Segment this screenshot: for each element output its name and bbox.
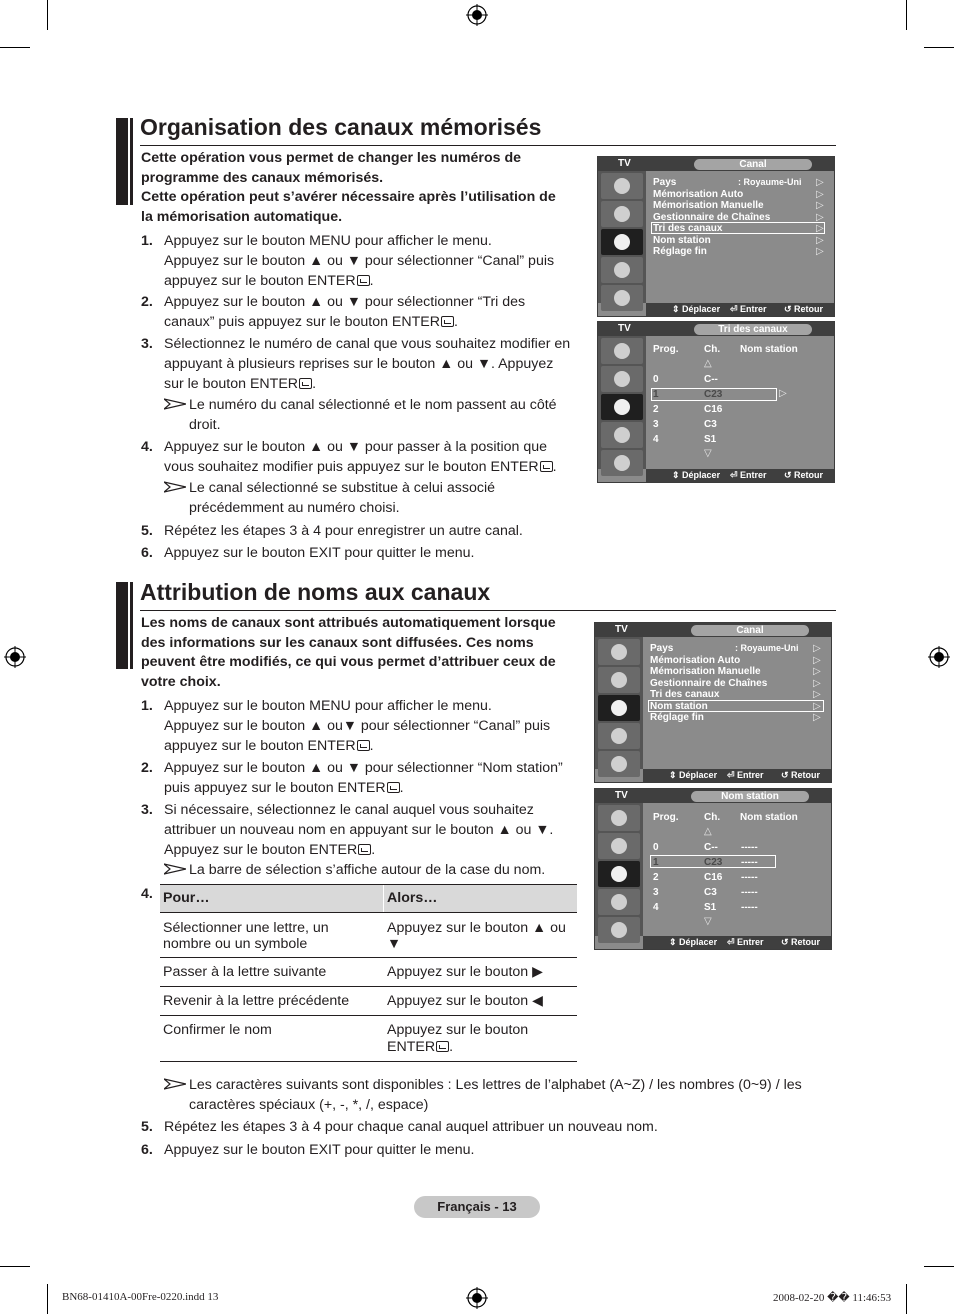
table-cell: Appuyez sur le bouton ▲ ou ▼ — [387, 920, 566, 952]
osd-menu-item: Réglage fin — [653, 246, 707, 257]
step-line: vous souhaitez modifier puis appuyez sur le bouton ENTER — [164, 459, 539, 475]
right-arrow-icon: ▷ — [813, 712, 821, 723]
picture-icon — [601, 173, 643, 199]
step-line: Appuyez sur le bouton MENU pour afficher le menu. — [164, 233, 492, 249]
step-number: 3. — [141, 802, 153, 818]
right-arrow-icon: ▷ — [813, 689, 821, 700]
osd-column-header: Ch. — [704, 344, 721, 355]
osd-cell: 3 — [653, 887, 659, 898]
step-line: Appuyez sur le bouton EXIT pour quitter le menu. — [164, 1142, 475, 1158]
step-line: Appuyez sur le bouton ENTER — [164, 842, 358, 858]
enter-icon — [441, 316, 454, 327]
step-line: attribuer un nouveau nom en appuyant sur le bouton ▲ ou ▼. — [164, 822, 554, 838]
step-number: 5. — [141, 1119, 153, 1135]
setup-icon — [601, 422, 643, 448]
note-arrow-icon — [164, 863, 186, 875]
osd-move-hint: ⇕ Déplacer — [672, 470, 721, 480]
step: 4. Appuyez sur le bouton ▲ ou ▼ pour passer à la position que vous souhaitez modifier puis appuyez sur le bouton ENTER . — [141, 439, 557, 475]
table-cell: Revenir à la lettre précédente — [163, 993, 350, 1009]
osd-move-hint: ⇕ Déplacer — [669, 770, 718, 780]
enter-icon — [357, 740, 370, 751]
step-line: Appuyez sur le bouton ▲ ou ▼ pour sélectionner “Canal” puis — [164, 253, 555, 269]
osd-enter-hint: ⏎ Entrer — [727, 937, 764, 947]
section-bar — [130, 118, 133, 205]
tv-menu-screen — [597, 321, 835, 483]
crop-mark — [0, 1266, 30, 1267]
osd-column-header: Prog. — [653, 812, 679, 823]
registration-mark-icon — [466, 4, 488, 26]
intro-line: programme des canaux mémorisés. — [141, 169, 384, 186]
osd-cell: 1 — [653, 389, 659, 400]
setup-icon — [598, 889, 640, 915]
note-line: droit. — [189, 417, 221, 433]
step-line: Si nécessaire, sélectionnez le canal auquel vous souhaitez — [164, 802, 534, 818]
right-arrow-icon: ▷ — [816, 188, 824, 200]
picture-icon — [601, 338, 643, 364]
osd-cell: ----- — [741, 887, 758, 898]
crop-mark — [924, 1266, 954, 1267]
step-number: 3. — [141, 336, 153, 352]
channel-icon — [601, 229, 643, 255]
osd-tv-label: TV — [615, 624, 628, 635]
picture-icon — [598, 805, 640, 831]
table-header-cell: Alors… — [387, 890, 438, 906]
step-line: Appuyez sur le bouton EXIT pour quitter le menu. — [164, 545, 475, 561]
step-number: 5. — [141, 523, 153, 539]
osd-menu-item: Mémorisation Manuelle — [650, 666, 761, 677]
right-arrow-icon: ▷ — [813, 666, 821, 677]
setup-icon — [598, 723, 640, 749]
enter-icon — [540, 461, 553, 472]
step-line: Appuyez sur le bouton MENU pour afficher le menu. — [164, 698, 492, 714]
right-arrow-icon: ▷ — [816, 177, 824, 188]
intro-line: peuvent être modifiés, ce qui vous permet d’attribuer ceux de — [141, 654, 556, 671]
section-bar — [116, 118, 128, 205]
osd-cell: S1 — [704, 902, 717, 913]
osd-column-header: Prog. — [653, 344, 679, 355]
osd-footer — [643, 769, 831, 782]
up-arrow-icon: △ — [704, 358, 712, 369]
osd-tv-label: TV — [618, 323, 631, 334]
osd-back-hint: ↺ Retour — [781, 770, 821, 780]
osd-menu-title: Tri des canaux — [694, 324, 812, 335]
step-line: Répétez les étapes 3 à 4 pour enregistrer un autre canal. — [164, 523, 523, 539]
crop-mark — [906, 1284, 907, 1314]
section-rule — [140, 610, 836, 611]
osd-cell: C-- — [704, 374, 718, 385]
osd-cell: C-- — [704, 842, 718, 853]
sound-icon — [601, 366, 643, 392]
osd-cell: 0 — [653, 842, 659, 853]
table-rule — [160, 912, 577, 913]
table-rule — [160, 957, 577, 958]
osd-menu-item: Mémorisation Auto — [653, 188, 744, 200]
osd-sidebar — [595, 803, 643, 936]
channel-icon — [598, 695, 640, 721]
osd-cell: 3 — [653, 419, 659, 430]
enter-icon — [387, 782, 400, 793]
osd-move-hint: ⇕ Déplacer — [669, 937, 718, 947]
section-bar — [116, 582, 128, 669]
note — [164, 395, 594, 435]
step-line: Appuyez sur le bouton ▲ ou▼ pour sélectionner “Canal” puis — [164, 718, 551, 734]
osd-menu-value: : Royaume-Uni — [738, 177, 802, 187]
osd-cell: ----- — [741, 857, 758, 868]
note-arrow-icon — [164, 398, 186, 410]
crop-mark — [47, 0, 48, 30]
osd-column-header: Nom station — [740, 344, 798, 355]
step-line: Sélectionnez le numéro de canal que vous souhaitez modifier en — [164, 336, 571, 352]
intro-line: votre choix. — [141, 673, 221, 690]
osd-footer — [646, 469, 834, 482]
registration-mark-icon — [4, 646, 26, 668]
osd-menu-item: Réglage fin — [650, 712, 704, 723]
section-bar — [130, 582, 133, 669]
osd-back-hint: ↺ Retour — [784, 304, 824, 314]
step-number: 6. — [141, 1142, 153, 1158]
osd-enter-hint: ⏎ Entrer — [730, 470, 767, 480]
note — [164, 478, 594, 518]
sound-icon — [601, 201, 643, 227]
channel-icon — [598, 861, 640, 887]
step: 2. Appuyez sur le bouton ▲ ou ▼ pour sélectionner “Tri des canaux” puis appuyez sur le bouton ENTER . — [141, 294, 526, 330]
intro-line: des informations sur les canaux sont diffusées. Ces noms — [141, 634, 534, 651]
step — [141, 521, 601, 541]
osd-cell: 4 — [653, 434, 659, 445]
step-number: 1. — [141, 233, 153, 249]
osd-cell: 1 — [653, 857, 659, 868]
osd-tv-label: TV — [615, 790, 628, 801]
osd-menu-value: : Royaume-Uni — [735, 643, 799, 653]
osd-cell: ----- — [741, 902, 758, 913]
section-title: Organisation des canaux mémorisés — [140, 114, 542, 140]
osd-menu-item: Nom station — [650, 700, 708, 712]
crop-mark — [924, 47, 954, 48]
osd-tv-label: TV — [618, 158, 631, 169]
input-icon — [601, 450, 643, 476]
sound-icon — [598, 667, 640, 693]
table-cell: Sélectionner une lettre, un nombre ou un symbole — [163, 920, 329, 952]
step-line: Appuyez sur le bouton ▲ ou ▼ pour passer à la position que — [164, 439, 548, 455]
step-line: Appuyez sur le bouton ▲ ou ▼ pour sélectionner “Nom station” — [164, 760, 563, 776]
note-line: Le canal sélectionné se substitue à celui associé — [189, 480, 496, 496]
osd-back-hint: ↺ Retour — [784, 470, 824, 480]
channel-icon — [601, 394, 643, 420]
osd-menu-item: Mémorisation Auto — [650, 654, 741, 666]
step: 1. Appuyez sur le bouton MENU pour afficher le menu. Appuyez sur le bouton ▲ ou▼ pour sélectionner “Canal” puis appuyez sur le bouton ENTER . — [141, 698, 551, 754]
table-rule — [160, 986, 577, 987]
osd-move-hint: ⇕ Déplacer — [672, 304, 721, 314]
note-line: Les caractères suivants sont disponibles : Les lettres de l’alphabet (A~Z) / les nombres (0~9) / les — [189, 1077, 802, 1093]
right-arrow-icon: ▷ — [813, 643, 821, 654]
note-line: précédemment au numéro choisi. — [189, 500, 400, 516]
osd-column-header: Ch. — [704, 812, 721, 823]
step-number: 2. — [141, 760, 153, 776]
osd-cell: 0 — [653, 374, 659, 385]
print-slug: 2008-02-20 �� 11:46:53 — [773, 1292, 892, 1304]
picture-icon — [598, 639, 640, 665]
right-arrow-icon: ▷ — [816, 223, 824, 234]
note-line: caractères spéciaux (+, -, *, /, espace) — [189, 1097, 429, 1113]
step-number: 4. — [141, 439, 153, 455]
osd-menu-item: Gestionnaire de Chaînes — [650, 677, 768, 689]
osd-menu-item: Nom station — [653, 234, 711, 246]
step-number: 4. — [141, 886, 153, 902]
table-cell: Confirmer le nom — [163, 1022, 272, 1038]
note-line: La barre de sélection s’affiche autour de la case du nom. — [189, 862, 546, 878]
osd-cell: 4 — [653, 902, 659, 913]
intro-line: Cette opération peut s’avérer nécessaire après l’utilisation de — [141, 189, 556, 206]
note-line: Le numéro du canal sélectionné et le nom passent au côté — [189, 397, 557, 413]
osd-sidebar — [598, 336, 646, 469]
intro-line: Les noms de canaux sont attribués automatiquement lorsque — [141, 615, 556, 631]
step-number: 2. — [141, 294, 153, 310]
osd-cell: C23 — [704, 857, 723, 868]
note-arrow-icon — [164, 481, 186, 493]
right-arrow-icon: ▷ — [816, 211, 824, 223]
table-rule — [160, 1015, 577, 1016]
step-line: canaux” puis appuyez sur le bouton ENTER — [164, 314, 441, 330]
step — [141, 1117, 781, 1137]
osd-menu-title: Canal — [694, 159, 812, 170]
step — [141, 1140, 601, 1160]
step: 3. Sélectionnez le numéro de canal que vous souhaitez modifier en appuyant à plusieurs reprises sur le bouton ▲ ou ▼. Appuyez sur le bouton ENTER . — [141, 336, 571, 392]
step-line: Appuyez sur le bouton ▲ ou ▼ pour sélectionner “Tri des — [164, 294, 526, 310]
section-intro — [141, 149, 556, 227]
step-line: appuyant à plusieurs reprises sur le bouton ▲ ou ▼. Appuyez — [164, 356, 554, 372]
step-line: puis appuyez sur le bouton ENTER — [164, 780, 386, 796]
down-arrow-icon: ▽ — [704, 916, 712, 927]
table-cell: Passer à la lettre suivante — [163, 964, 327, 980]
right-arrow-icon: ▷ — [816, 234, 824, 246]
osd-menu-item: Tri des canaux — [653, 223, 723, 234]
up-arrow-icon: △ — [704, 826, 712, 837]
right-arrow-icon: ▷ — [813, 654, 821, 666]
note — [164, 860, 594, 880]
table-header-cell: Pour… — [163, 890, 210, 906]
table-cell: Appuyez sur le bouton ▶ — [387, 964, 544, 980]
step — [141, 543, 601, 563]
osd-cell: C3 — [704, 887, 717, 898]
section-rule — [140, 145, 836, 146]
osd-cell: 2 — [653, 872, 659, 883]
osd-menu-item: Pays — [650, 643, 674, 654]
section-intro — [141, 614, 556, 692]
osd-cell: 2 — [653, 404, 659, 415]
right-arrow-icon: ▷ — [813, 700, 821, 712]
step: 3. Si nécessaire, sélectionnez le canal auquel vous souhaitez attribuer un nouveau nom en appuyant sur le bouton ▲ ou ▼. Appuyez sur le bouton ENTER . — [141, 802, 554, 858]
osd-sidebar — [598, 171, 646, 303]
intro-line: la mémorisation automatique. — [141, 208, 343, 225]
osd-menu-item: Tri des canaux — [650, 689, 720, 700]
osd-footer — [643, 936, 831, 949]
osd-menu-title: Canal — [691, 625, 809, 636]
note-arrow-icon — [164, 1078, 186, 1090]
enter-icon — [357, 275, 370, 286]
right-arrow-icon: ▷ — [816, 246, 824, 257]
step: 2. Appuyez sur le bouton ▲ ou ▼ pour sélectionner “Nom station” puis appuyez sur le bouton ENTER . — [141, 760, 563, 796]
right-arrow-icon: ▷ — [816, 200, 824, 211]
enter-icon — [358, 844, 371, 855]
osd-cell: C16 — [704, 404, 723, 415]
osd-menu-item: Pays — [653, 177, 677, 188]
input-icon — [598, 751, 640, 777]
osd-column-header: Nom station — [740, 812, 798, 823]
step-line: Répétez les étapes 3 à 4 pour chaque canal auquel attribuer un nouveau nom. — [164, 1119, 658, 1135]
intro-line: Cette opération vous permet de changer les numéros de — [141, 150, 522, 166]
table-cell-text: Appuyez sur le bouton ENTER — [387, 1022, 529, 1055]
registration-mark-icon — [928, 646, 950, 668]
section-title: Attribution de noms aux canaux — [140, 579, 491, 605]
osd-menu-item: Mémorisation Manuelle — [653, 200, 764, 211]
tv-menu-screen — [597, 156, 835, 317]
note — [164, 1075, 836, 1115]
input-icon — [598, 917, 640, 943]
osd-menu-item: Gestionnaire de Chaînes — [653, 211, 771, 223]
step-number: 1. — [141, 698, 153, 714]
step-line: appuyez sur le bouton ENTER — [164, 738, 356, 754]
osd-cell: C3 — [704, 419, 717, 430]
print-slug: BN68-01410A-00Fre-0220.indd 13 — [62, 1291, 219, 1303]
osd-menu-title: Nom station — [691, 791, 809, 802]
table-header — [160, 885, 577, 912]
osd-cell: S1 — [704, 434, 717, 445]
down-arrow-icon: ▽ — [704, 448, 712, 459]
osd-cell: C23 — [704, 389, 723, 400]
input-icon — [601, 285, 643, 311]
osd-enter-hint: ⏎ Entrer — [730, 304, 767, 314]
setup-icon — [601, 257, 643, 283]
table-cell: Appuyez sur le bouton ENTER . — [387, 1022, 529, 1055]
page-number: Français - 13 — [414, 1196, 540, 1218]
step-number: 6. — [141, 545, 153, 561]
step-line: appuyez sur le bouton ENTER — [164, 273, 356, 289]
crop-mark — [906, 0, 907, 30]
table-rule — [160, 1061, 577, 1062]
sound-icon — [598, 833, 640, 859]
enter-icon — [436, 1041, 449, 1052]
osd-cell: ----- — [741, 842, 758, 853]
enter-icon — [299, 378, 312, 389]
osd-back-hint: ↺ Retour — [781, 937, 821, 947]
tv-menu-screen — [594, 788, 832, 950]
osd-enter-hint: ⏎ Entrer — [727, 770, 764, 780]
osd-sidebar — [595, 637, 643, 769]
right-arrow-icon: ▷ — [813, 677, 821, 689]
crop-mark — [0, 47, 30, 48]
right-arrow-icon: ▷ — [779, 388, 787, 399]
step-line: sur le bouton ENTER — [164, 376, 299, 392]
step: 1. Appuyez sur le bouton MENU pour afficher le menu. Appuyez sur le bouton ▲ ou ▼ pour sélectionner “Canal” puis appuyez sur le bouton ENTER . — [141, 233, 555, 289]
osd-cell: ----- — [741, 872, 758, 883]
osd-cell: C16 — [704, 872, 723, 883]
osd-footer — [646, 303, 834, 316]
step — [141, 884, 161, 904]
registration-mark-icon — [466, 1287, 488, 1309]
crop-mark — [47, 1284, 48, 1314]
table-cell: Appuyez sur le bouton ◀ — [387, 993, 544, 1009]
tv-menu-screen — [594, 622, 832, 783]
